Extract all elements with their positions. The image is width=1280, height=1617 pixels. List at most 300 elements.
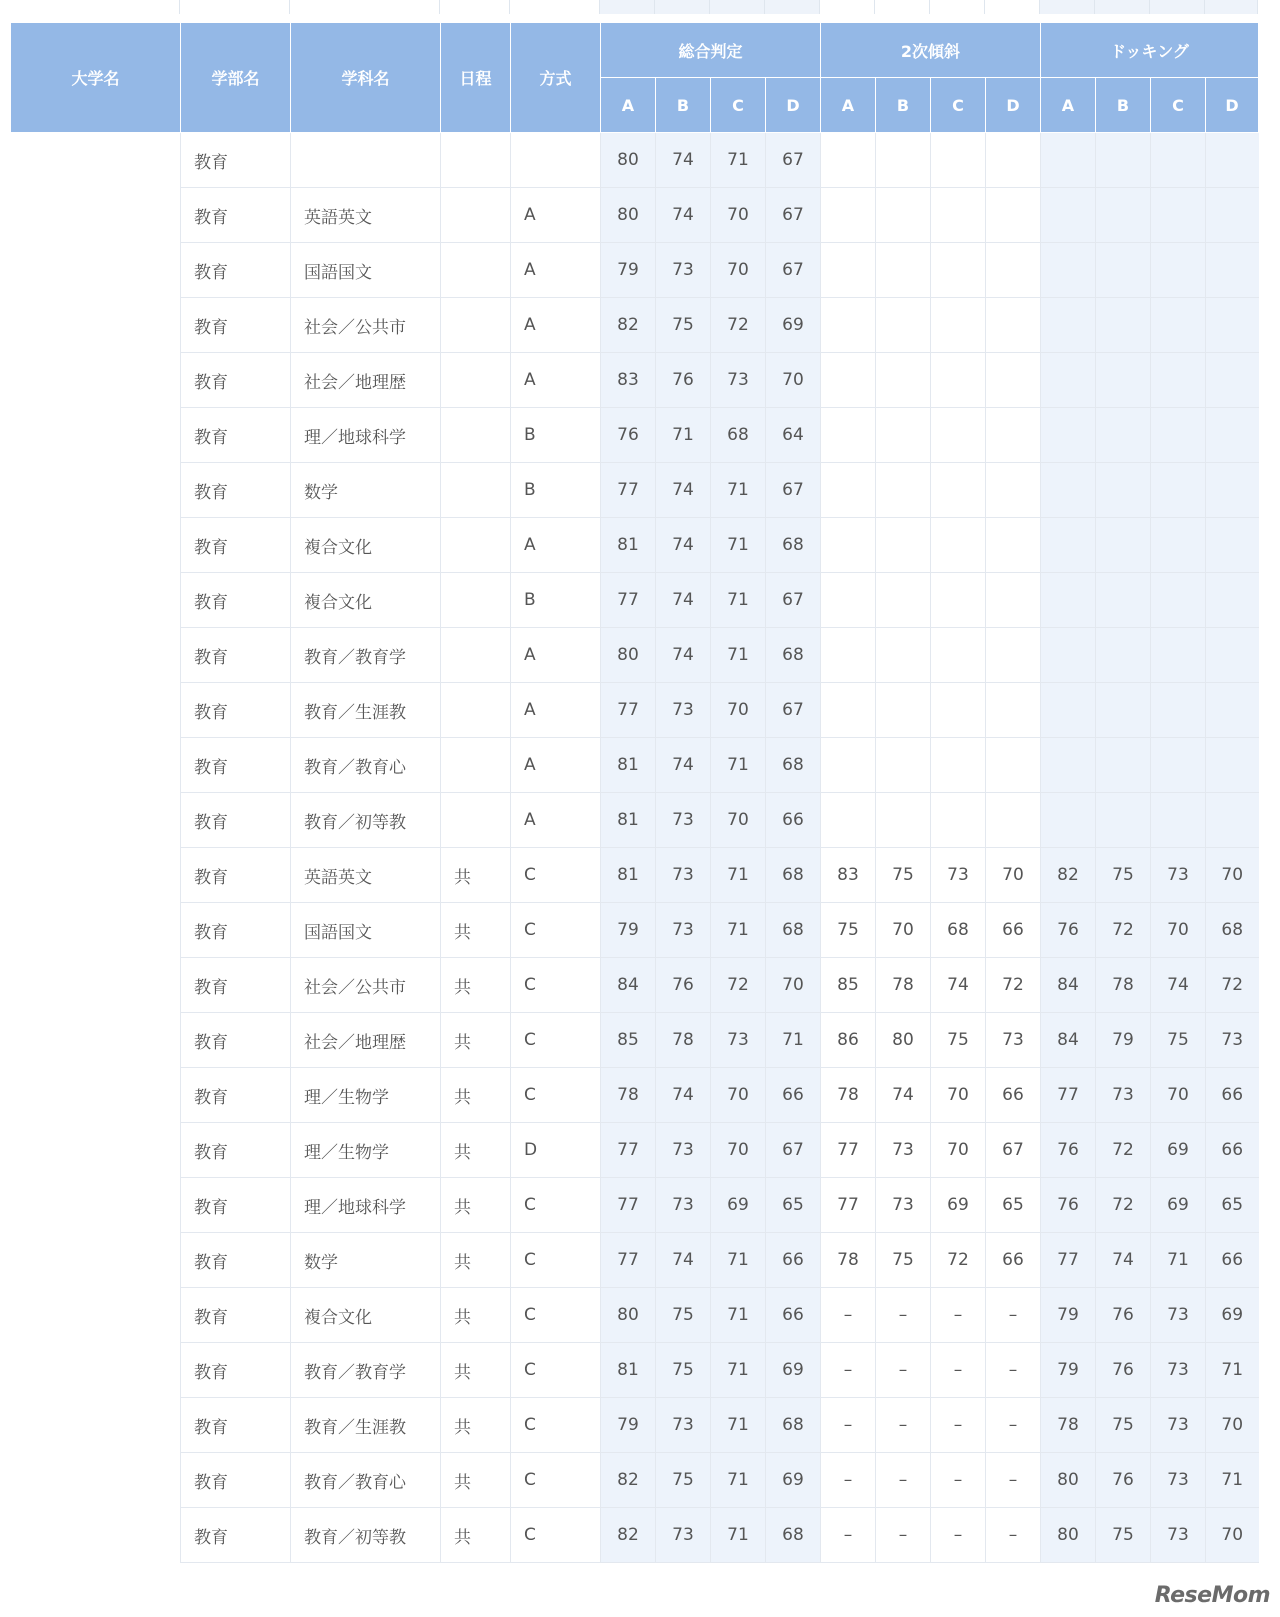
table-row bbox=[11, 1123, 1259, 1178]
docking-score-cell bbox=[1151, 628, 1206, 683]
header-grade: A bbox=[601, 78, 656, 133]
niji-score-cell: 66 bbox=[986, 903, 1041, 958]
niji-score-cell bbox=[931, 683, 986, 738]
faculty-cell: 教育 bbox=[181, 408, 291, 463]
niji-score-cell bbox=[931, 353, 986, 408]
sogo-score-cell: 73 bbox=[711, 1013, 766, 1068]
sogo-score-cell: 79 bbox=[601, 903, 656, 958]
sogo-score-cell: 78 bbox=[656, 1013, 711, 1068]
table-row bbox=[11, 243, 1259, 298]
niji-score-cell: 74 bbox=[931, 958, 986, 1013]
sogo-score-cell: 82 bbox=[601, 1453, 656, 1508]
sogo-score-cell: 74 bbox=[656, 518, 711, 573]
docking-score-cell: 74 bbox=[1151, 958, 1206, 1013]
docking-score-cell: 79 bbox=[1041, 1343, 1096, 1398]
docking-score-cell bbox=[1151, 518, 1206, 573]
schedule-cell: 共 bbox=[441, 1178, 511, 1233]
docking-score-cell bbox=[1041, 518, 1096, 573]
niji-score-cell bbox=[876, 793, 931, 848]
schedule-cell bbox=[441, 408, 511, 463]
table-row bbox=[11, 518, 1259, 573]
docking-score-cell: 77 bbox=[1041, 1233, 1096, 1288]
niji-score-cell: 80 bbox=[876, 1013, 931, 1068]
niji-score-cell: – bbox=[931, 1343, 986, 1398]
table-row bbox=[11, 1178, 1259, 1233]
sogo-score-cell: 71 bbox=[711, 573, 766, 628]
sogo-score-cell: 70 bbox=[711, 1068, 766, 1123]
schedule-cell: 共 bbox=[441, 1398, 511, 1453]
sogo-score-cell: 82 bbox=[601, 298, 656, 353]
schedule-cell: 共 bbox=[441, 1288, 511, 1343]
docking-score-cell bbox=[1041, 738, 1096, 793]
sogo-score-cell: 73 bbox=[656, 793, 711, 848]
docking-score-cell bbox=[1096, 298, 1151, 353]
niji-score-cell bbox=[876, 353, 931, 408]
niji-score-cell bbox=[876, 243, 931, 298]
docking-score-cell: 69 bbox=[1206, 1288, 1259, 1343]
niji-score-cell bbox=[986, 133, 1041, 188]
department-cell: 英語英文 bbox=[291, 188, 441, 243]
schedule-cell bbox=[441, 573, 511, 628]
niji-score-cell: 69 bbox=[931, 1178, 986, 1233]
niji-score-cell bbox=[986, 463, 1041, 518]
docking-score-cell bbox=[1151, 188, 1206, 243]
faculty-cell: 教育 bbox=[181, 628, 291, 683]
niji-score-cell: 72 bbox=[931, 1233, 986, 1288]
sogo-score-cell: 69 bbox=[766, 1343, 821, 1398]
docking-score-cell: 76 bbox=[1096, 1343, 1151, 1398]
niji-score-cell bbox=[931, 573, 986, 628]
header-group-docking: ドッキング bbox=[1041, 23, 1259, 78]
niji-score-cell: – bbox=[876, 1508, 931, 1563]
sogo-score-cell: 65 bbox=[766, 1178, 821, 1233]
department-cell bbox=[291, 133, 441, 188]
niji-score-cell: 73 bbox=[876, 1178, 931, 1233]
niji-score-cell bbox=[931, 738, 986, 793]
department-cell: 理／生物学 bbox=[291, 1123, 441, 1178]
docking-score-cell bbox=[1206, 188, 1259, 243]
faculty-cell: 教育 bbox=[181, 463, 291, 518]
method-cell bbox=[511, 133, 601, 188]
niji-score-cell bbox=[821, 133, 876, 188]
docking-score-cell: 73 bbox=[1206, 1013, 1259, 1068]
sogo-score-cell: 70 bbox=[766, 958, 821, 1013]
department-cell: 教育／生涯教 bbox=[291, 683, 441, 738]
faculty-cell: 教育 bbox=[181, 1398, 291, 1453]
sogo-score-cell: 68 bbox=[766, 848, 821, 903]
sogo-score-cell: 74 bbox=[656, 573, 711, 628]
niji-score-cell bbox=[876, 573, 931, 628]
docking-score-cell bbox=[1041, 793, 1096, 848]
faculty-cell: 教育 bbox=[181, 1508, 291, 1563]
niji-score-cell: 70 bbox=[931, 1068, 986, 1123]
niji-score-cell bbox=[876, 408, 931, 463]
faculty-cell: 教育 bbox=[181, 188, 291, 243]
niji-score-cell: – bbox=[876, 1453, 931, 1508]
method-cell: C bbox=[511, 1013, 601, 1068]
niji-score-cell bbox=[821, 518, 876, 573]
sogo-score-cell: 75 bbox=[656, 298, 711, 353]
niji-score-cell bbox=[821, 298, 876, 353]
docking-score-cell: 73 bbox=[1151, 848, 1206, 903]
niji-score-cell: 78 bbox=[821, 1233, 876, 1288]
department-cell: 教育／初等教 bbox=[291, 793, 441, 848]
niji-score-cell bbox=[986, 518, 1041, 573]
docking-score-cell bbox=[1041, 188, 1096, 243]
sogo-score-cell: 73 bbox=[656, 1123, 711, 1178]
sogo-score-cell: 70 bbox=[711, 1123, 766, 1178]
schedule-cell bbox=[441, 628, 511, 683]
method-cell: A bbox=[511, 298, 601, 353]
method-cell: C bbox=[511, 1453, 601, 1508]
sogo-score-cell: 74 bbox=[656, 1068, 711, 1123]
department-cell: 社会／地理歴 bbox=[291, 353, 441, 408]
table-row bbox=[11, 628, 1259, 683]
niji-score-cell bbox=[931, 463, 986, 518]
sogo-score-cell: 70 bbox=[711, 243, 766, 298]
department-cell: 社会／公共市 bbox=[291, 298, 441, 353]
method-cell: C bbox=[511, 1178, 601, 1233]
docking-score-cell: 79 bbox=[1041, 1288, 1096, 1343]
sogo-score-cell: 70 bbox=[711, 683, 766, 738]
sogo-score-cell: 74 bbox=[656, 133, 711, 188]
niji-score-cell: 75 bbox=[876, 1233, 931, 1288]
docking-score-cell: 73 bbox=[1151, 1508, 1206, 1563]
docking-score-cell: 70 bbox=[1151, 903, 1206, 958]
niji-score-cell bbox=[986, 243, 1041, 298]
header-grade: B bbox=[1096, 78, 1151, 133]
sogo-score-cell: 68 bbox=[766, 738, 821, 793]
sogo-score-cell: 77 bbox=[601, 1123, 656, 1178]
niji-score-cell: – bbox=[931, 1398, 986, 1453]
sogo-score-cell: 68 bbox=[766, 518, 821, 573]
method-cell: C bbox=[511, 1068, 601, 1123]
schedule-cell bbox=[441, 738, 511, 793]
sogo-score-cell: 81 bbox=[601, 848, 656, 903]
docking-score-cell bbox=[1151, 298, 1206, 353]
niji-score-cell bbox=[986, 573, 1041, 628]
niji-score-cell: – bbox=[931, 1288, 986, 1343]
department-cell: 国語国文 bbox=[291, 243, 441, 298]
docking-score-cell bbox=[1041, 573, 1096, 628]
sogo-score-cell: 74 bbox=[656, 463, 711, 518]
sogo-score-cell: 71 bbox=[711, 903, 766, 958]
docking-score-cell: 70 bbox=[1206, 1508, 1259, 1563]
header-department: 学科名 bbox=[291, 23, 441, 133]
sogo-score-cell: 68 bbox=[766, 628, 821, 683]
table-row bbox=[11, 683, 1259, 738]
sogo-score-cell: 71 bbox=[766, 1013, 821, 1068]
sogo-score-cell: 81 bbox=[601, 1343, 656, 1398]
niji-score-cell: 74 bbox=[876, 1068, 931, 1123]
docking-score-cell: 76 bbox=[1041, 1178, 1096, 1233]
niji-score-cell bbox=[931, 793, 986, 848]
niji-score-cell: 66 bbox=[986, 1233, 1041, 1288]
docking-score-cell bbox=[1206, 683, 1259, 738]
docking-score-cell: 78 bbox=[1096, 958, 1151, 1013]
table-row bbox=[11, 573, 1259, 628]
header-grade: D bbox=[1206, 78, 1259, 133]
sogo-score-cell: 75 bbox=[656, 1453, 711, 1508]
sogo-score-cell: 73 bbox=[656, 1178, 711, 1233]
department-cell: 教育／教育学 bbox=[291, 1343, 441, 1398]
docking-score-cell bbox=[1096, 573, 1151, 628]
sogo-score-cell: 75 bbox=[656, 1343, 711, 1398]
method-cell: B bbox=[511, 408, 601, 463]
header-group-sogo: 総合判定 bbox=[601, 23, 821, 78]
header-grade: A bbox=[821, 78, 876, 133]
niji-score-cell: 67 bbox=[986, 1123, 1041, 1178]
method-cell: A bbox=[511, 738, 601, 793]
sogo-score-cell: 69 bbox=[766, 298, 821, 353]
niji-score-cell: 73 bbox=[986, 1013, 1041, 1068]
niji-score-cell bbox=[876, 463, 931, 518]
schedule-cell: 共 bbox=[441, 1013, 511, 1068]
docking-score-cell bbox=[1096, 133, 1151, 188]
sogo-score-cell: 80 bbox=[601, 133, 656, 188]
niji-score-cell: – bbox=[986, 1453, 1041, 1508]
method-cell: A bbox=[511, 793, 601, 848]
docking-score-cell: 76 bbox=[1041, 1123, 1096, 1178]
niji-score-cell bbox=[931, 628, 986, 683]
sogo-score-cell: 73 bbox=[656, 848, 711, 903]
niji-score-cell bbox=[821, 738, 876, 793]
faculty-cell: 教育 bbox=[181, 793, 291, 848]
sogo-score-cell: 76 bbox=[601, 408, 656, 463]
niji-score-cell: 78 bbox=[821, 1068, 876, 1123]
method-cell: A bbox=[511, 683, 601, 738]
docking-score-cell bbox=[1151, 573, 1206, 628]
docking-score-cell bbox=[1151, 738, 1206, 793]
docking-score-cell bbox=[1206, 463, 1259, 518]
docking-score-cell: 75 bbox=[1096, 848, 1151, 903]
niji-score-cell bbox=[821, 243, 876, 298]
docking-score-cell bbox=[1206, 628, 1259, 683]
niji-score-cell: 70 bbox=[986, 848, 1041, 903]
docking-score-cell bbox=[1096, 683, 1151, 738]
table-row bbox=[11, 1013, 1259, 1068]
table-row bbox=[11, 903, 1259, 958]
faculty-cell: 教育 bbox=[181, 133, 291, 188]
faculty-cell: 教育 bbox=[181, 353, 291, 408]
niji-score-cell: 77 bbox=[821, 1178, 876, 1233]
docking-score-cell: 71 bbox=[1206, 1343, 1259, 1398]
docking-score-cell bbox=[1151, 793, 1206, 848]
department-cell: 数学 bbox=[291, 1233, 441, 1288]
niji-score-cell: 83 bbox=[821, 848, 876, 903]
docking-score-cell: 73 bbox=[1151, 1398, 1206, 1453]
docking-score-cell: 76 bbox=[1041, 903, 1096, 958]
table-body bbox=[11, 133, 1259, 1563]
table-row bbox=[11, 1288, 1259, 1343]
niji-score-cell: – bbox=[986, 1508, 1041, 1563]
sogo-score-cell: 70 bbox=[711, 793, 766, 848]
sogo-score-cell: 71 bbox=[711, 1453, 766, 1508]
niji-score-cell: 70 bbox=[876, 903, 931, 958]
docking-score-cell: 72 bbox=[1206, 958, 1259, 1013]
docking-score-cell bbox=[1041, 353, 1096, 408]
docking-score-cell: 78 bbox=[1041, 1398, 1096, 1453]
faculty-cell: 教育 bbox=[181, 1288, 291, 1343]
niji-score-cell: 73 bbox=[931, 848, 986, 903]
method-cell: C bbox=[511, 903, 601, 958]
docking-score-cell: 76 bbox=[1096, 1288, 1151, 1343]
niji-score-cell bbox=[986, 628, 1041, 683]
sogo-score-cell: 82 bbox=[601, 1508, 656, 1563]
niji-score-cell: – bbox=[821, 1453, 876, 1508]
faculty-cell: 教育 bbox=[181, 1123, 291, 1178]
niji-score-cell bbox=[931, 518, 986, 573]
niji-score-cell: – bbox=[931, 1508, 986, 1563]
sogo-score-cell: 66 bbox=[766, 1068, 821, 1123]
method-cell: C bbox=[511, 1508, 601, 1563]
docking-score-cell: 66 bbox=[1206, 1123, 1259, 1178]
method-cell: B bbox=[511, 463, 601, 518]
sogo-score-cell: 66 bbox=[766, 1288, 821, 1343]
schedule-cell bbox=[441, 518, 511, 573]
schedule-cell: 共 bbox=[441, 1343, 511, 1398]
department-cell: 国語国文 bbox=[291, 903, 441, 958]
niji-score-cell: 86 bbox=[821, 1013, 876, 1068]
department-cell: 社会／地理歴 bbox=[291, 1013, 441, 1068]
sogo-score-cell: 66 bbox=[766, 793, 821, 848]
docking-score-cell bbox=[1096, 628, 1151, 683]
docking-score-cell: 70 bbox=[1206, 848, 1259, 903]
schedule-cell bbox=[441, 298, 511, 353]
docking-score-cell bbox=[1151, 133, 1206, 188]
method-cell: A bbox=[511, 628, 601, 683]
sogo-score-cell: 83 bbox=[601, 353, 656, 408]
table-row bbox=[11, 463, 1259, 518]
docking-score-cell bbox=[1206, 793, 1259, 848]
niji-score-cell bbox=[986, 353, 1041, 408]
sogo-score-cell: 81 bbox=[601, 518, 656, 573]
niji-score-cell: 85 bbox=[821, 958, 876, 1013]
niji-score-cell bbox=[876, 298, 931, 353]
grid-continuation-strip bbox=[10, 0, 1273, 22]
docking-score-cell: 71 bbox=[1206, 1453, 1259, 1508]
niji-score-cell: – bbox=[876, 1288, 931, 1343]
docking-score-cell: 72 bbox=[1096, 1123, 1151, 1178]
header-faculty: 学部名 bbox=[181, 23, 291, 133]
niji-score-cell: 75 bbox=[876, 848, 931, 903]
niji-score-cell: 78 bbox=[876, 958, 931, 1013]
docking-score-cell: 66 bbox=[1206, 1068, 1259, 1123]
docking-score-cell bbox=[1206, 243, 1259, 298]
docking-score-cell: 69 bbox=[1151, 1123, 1206, 1178]
niji-score-cell bbox=[876, 683, 931, 738]
faculty-cell: 教育 bbox=[181, 1453, 291, 1508]
sogo-score-cell: 71 bbox=[711, 1343, 766, 1398]
niji-score-cell bbox=[821, 573, 876, 628]
department-cell: 教育／生涯教 bbox=[291, 1398, 441, 1453]
sogo-score-cell: 70 bbox=[766, 353, 821, 408]
header-grade: A bbox=[1041, 78, 1096, 133]
sogo-score-cell: 80 bbox=[601, 1288, 656, 1343]
university-cell bbox=[11, 133, 181, 1563]
table-row bbox=[11, 1068, 1259, 1123]
docking-score-cell: 74 bbox=[1096, 1233, 1151, 1288]
table-row bbox=[11, 1233, 1259, 1288]
niji-score-cell bbox=[821, 628, 876, 683]
sogo-score-cell: 74 bbox=[656, 1233, 711, 1288]
docking-score-cell: 80 bbox=[1041, 1453, 1096, 1508]
niji-score-cell: – bbox=[986, 1288, 1041, 1343]
header-university: 大学名 bbox=[11, 23, 181, 133]
header-group-niji: 2次傾斜 bbox=[821, 23, 1041, 78]
niji-score-cell: 75 bbox=[821, 903, 876, 958]
docking-score-cell bbox=[1041, 298, 1096, 353]
schedule-cell: 共 bbox=[441, 1123, 511, 1178]
docking-score-cell: 70 bbox=[1151, 1068, 1206, 1123]
docking-score-cell: 75 bbox=[1151, 1013, 1206, 1068]
docking-score-cell: 75 bbox=[1096, 1398, 1151, 1453]
method-cell: C bbox=[511, 1233, 601, 1288]
niji-score-cell: 72 bbox=[986, 958, 1041, 1013]
faculty-cell: 教育 bbox=[181, 573, 291, 628]
faculty-cell: 教育 bbox=[181, 1343, 291, 1398]
department-cell: 数学 bbox=[291, 463, 441, 518]
docking-score-cell: 70 bbox=[1206, 1398, 1259, 1453]
niji-score-cell bbox=[821, 353, 876, 408]
docking-score-cell bbox=[1041, 408, 1096, 463]
header-grade: C bbox=[931, 78, 986, 133]
department-cell: 英語英文 bbox=[291, 848, 441, 903]
niji-score-cell: – bbox=[821, 1288, 876, 1343]
table-row bbox=[11, 353, 1259, 408]
sogo-score-cell: 71 bbox=[711, 1508, 766, 1563]
sogo-score-cell: 78 bbox=[601, 1068, 656, 1123]
department-cell: 教育／初等教 bbox=[291, 1508, 441, 1563]
faculty-cell: 教育 bbox=[181, 298, 291, 353]
sogo-score-cell: 70 bbox=[711, 188, 766, 243]
sogo-score-cell: 67 bbox=[766, 133, 821, 188]
schedule-cell: 共 bbox=[441, 848, 511, 903]
niji-score-cell: – bbox=[931, 1453, 986, 1508]
docking-score-cell bbox=[1096, 463, 1151, 518]
docking-score-cell bbox=[1096, 518, 1151, 573]
method-cell: C bbox=[511, 1398, 601, 1453]
niji-score-cell: – bbox=[821, 1508, 876, 1563]
department-cell: 複合文化 bbox=[291, 1288, 441, 1343]
niji-score-cell bbox=[931, 408, 986, 463]
faculty-cell: 教育 bbox=[181, 848, 291, 903]
sogo-score-cell: 79 bbox=[601, 243, 656, 298]
sogo-score-cell: 76 bbox=[656, 958, 711, 1013]
docking-score-cell bbox=[1041, 243, 1096, 298]
department-cell: 理／地球科学 bbox=[291, 408, 441, 463]
docking-score-cell: 77 bbox=[1041, 1068, 1096, 1123]
schedule-cell bbox=[441, 188, 511, 243]
method-cell: C bbox=[511, 958, 601, 1013]
method-cell: B bbox=[511, 573, 601, 628]
method-cell: A bbox=[511, 353, 601, 408]
sogo-score-cell: 67 bbox=[766, 188, 821, 243]
docking-score-cell bbox=[1096, 793, 1151, 848]
table-row bbox=[11, 408, 1259, 463]
niji-score-cell bbox=[821, 463, 876, 518]
niji-score-cell bbox=[821, 188, 876, 243]
sogo-score-cell: 77 bbox=[601, 683, 656, 738]
faculty-cell: 教育 bbox=[181, 738, 291, 793]
docking-score-cell bbox=[1151, 353, 1206, 408]
method-cell: A bbox=[511, 518, 601, 573]
docking-score-cell bbox=[1041, 683, 1096, 738]
faculty-cell: 教育 bbox=[181, 518, 291, 573]
sogo-score-cell: 71 bbox=[711, 738, 766, 793]
faculty-cell: 教育 bbox=[181, 1233, 291, 1288]
niji-score-cell bbox=[986, 188, 1041, 243]
